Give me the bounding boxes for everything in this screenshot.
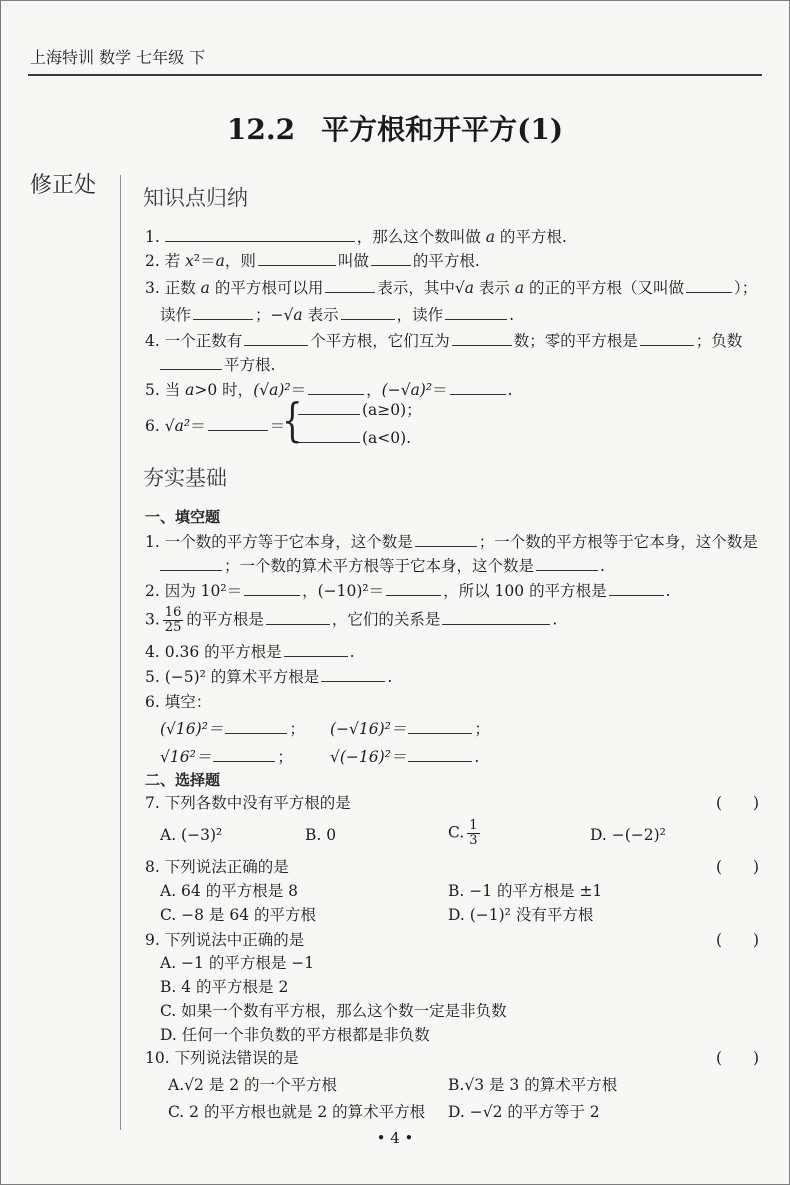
item-text: 个平方根，它们互为 (310, 332, 450, 350)
answer-blank (640, 332, 694, 346)
case-upper (298, 400, 422, 420)
choice-7-option-b: B. 0 (305, 826, 337, 844)
choice-7-option-c (448, 819, 483, 848)
item-text: ； (474, 720, 490, 738)
variable: a (215, 252, 225, 270)
item-text: 数；零的平方根是 (513, 332, 638, 350)
answer-blank (160, 557, 222, 571)
knowledge-item-3 (145, 278, 757, 298)
choice-9-option-c: C. 如果一个数有平方根，那么这个数一定是非负数 (160, 1002, 507, 1020)
running-header: 上海特训 数学 七年级 下 (30, 48, 206, 67)
variable: a (485, 228, 495, 246)
item-text: ＝ (290, 381, 307, 399)
answer-blank (244, 332, 308, 346)
item-text: ，它们的关系是 (331, 610, 441, 629)
item-text: ；一个数的算术平方根等于它本身，这个数是 (224, 557, 535, 575)
case-condition: (a<0). (362, 429, 412, 447)
item-text: ； (255, 306, 271, 324)
answer-blank (609, 582, 664, 596)
item-number: 1. (145, 228, 160, 246)
multiple-choice-heading: 二、选择题 (145, 771, 221, 789)
item-text: 的平方根. (412, 252, 480, 270)
choice-10-option-a: A.√2 是 2 的一个平方根 (168, 1076, 338, 1094)
item-text: . (387, 668, 393, 686)
fill-item-6-b (330, 719, 490, 739)
option-letter: C. (448, 823, 465, 842)
answer-parentheses: ( ) (716, 931, 760, 949)
math-expression: (√16)²＝ (160, 720, 224, 738)
item-text: 3. 正数 (145, 279, 201, 297)
choice-8-stem: 8. 下列说法正确的是 (145, 858, 289, 876)
case-condition: (a≥0)； (362, 401, 422, 419)
item-text: 4. 0.36 的平方根是 (145, 643, 282, 661)
choice-9-option-d: D. 任何一个非负数的平方根都是非负数 (160, 1026, 430, 1044)
variable: a (185, 381, 195, 399)
answer-blank (165, 228, 355, 242)
item-number: 3. (145, 610, 160, 629)
page-number: • 4 • (376, 1129, 414, 1147)
choice-8-option-d: D. (−1)² 没有平方根 (448, 906, 594, 924)
fill-item-3 (145, 606, 557, 635)
math-expression: √16²＝ (160, 748, 212, 766)
fill-item-6-c (160, 747, 293, 767)
item-text: ，所以 100 的平方根是 (443, 582, 607, 600)
answer-parentheses: ( ) (716, 1049, 760, 1067)
item-text: 的平方根可以用 (209, 279, 324, 297)
item-text: ＝ (432, 381, 448, 399)
item-text: ，(−10)²＝ (302, 582, 385, 600)
section-title: 平方根和开平方(1) (321, 113, 564, 146)
answer-blank (341, 306, 395, 320)
item-text: ；一个数的平方根等于它本身，这个数是 (478, 533, 758, 551)
choice-10-option-c: C. 2 的平方根也就是 2 的算术平方根 (168, 1103, 426, 1121)
item-text: 表示，其中 (377, 279, 455, 297)
item-text: . (349, 643, 355, 661)
fill-item-6-d (330, 747, 479, 767)
item-text: 5. 当 (145, 381, 186, 399)
choice-8-option-a: A. 64 的平方根是 8 (160, 882, 298, 900)
variable: a (200, 279, 210, 297)
item-text: ²＝ (193, 252, 216, 270)
answer-blank (298, 401, 360, 415)
item-text: 表示 (473, 279, 515, 297)
knowledge-item-3-cont (160, 305, 514, 325)
answer-blank (308, 381, 364, 395)
item-text: ，读作 (396, 306, 444, 324)
choice-7-stem: 7. 下列各数中没有平方根的是 (145, 794, 351, 812)
choice-10-option-d: D. −√2 的平方等于 2 (448, 1103, 600, 1121)
item-text: . (552, 610, 558, 629)
knowledge-item-2 (145, 251, 480, 271)
answer-blank (408, 748, 472, 762)
answer-blank (686, 279, 732, 293)
item-text: 叫做 (337, 252, 369, 270)
item-text: 的平方根是 (186, 610, 264, 629)
item-text: 的平方根. (494, 228, 567, 246)
answer-blank (445, 306, 507, 320)
knowledge-heading: 知识点归纳 (143, 186, 248, 210)
margin-divider (120, 175, 121, 1130)
fill-item-6-a (160, 719, 305, 739)
choice-8-option-b: B. −1 的平方根是 ±1 (448, 882, 603, 900)
math-expression: √a (454, 279, 474, 297)
answer-blank (266, 611, 330, 625)
knowledge-item-6 (145, 416, 285, 436)
knowledge-item-4 (145, 331, 742, 351)
section-number: 12.2 (226, 113, 296, 146)
case-brace: { (282, 393, 303, 447)
fill-item-1 (145, 532, 758, 552)
answer-blank (321, 668, 385, 682)
item-text: . (507, 381, 513, 399)
case-lower (298, 428, 411, 448)
item-text: 2. 因为 10²＝ (145, 582, 243, 600)
choice-10-option-b: B.√3 是 3 的算术平方根 (448, 1076, 618, 1094)
item-text: ＝ (190, 417, 206, 435)
variable: x (185, 252, 194, 270)
answer-blank (213, 748, 275, 762)
answer-blank (284, 643, 348, 657)
fraction-denominator: 25 (164, 620, 182, 635)
item-text: ，则 (224, 252, 256, 270)
fraction (163, 606, 184, 635)
choice-10-stem: 10. 下列说法错误的是 (145, 1049, 299, 1067)
answer-blank (208, 417, 268, 431)
answer-blank (442, 611, 550, 625)
answer-parentheses: ( ) (716, 794, 760, 812)
choice-7-option-a: A. (−3)² (160, 826, 223, 844)
answer-blank (386, 582, 441, 596)
choice-7-option-d: D. −(−2)² (590, 826, 666, 844)
knowledge-item-1 (145, 227, 567, 247)
answer-parentheses: ( ) (716, 858, 760, 876)
math-expression: (−√16)²＝ (330, 720, 407, 738)
choice-9-option-b: B. 4 的平方根是 2 (160, 978, 289, 996)
fraction-numerator: 16 (164, 605, 182, 620)
fill-item-4 (145, 642, 355, 662)
page-title (0, 112, 790, 148)
knowledge-item-4-cont (160, 355, 275, 375)
fraction-numerator: 1 (469, 818, 478, 833)
math-expression: (√a)² (253, 381, 291, 399)
knowledge-item-5 (145, 380, 513, 400)
answer-blank (415, 533, 477, 547)
variable: a (514, 279, 525, 297)
item-text: 的正的平方根（又叫做 (524, 279, 685, 297)
answer-blank (244, 582, 300, 596)
answer-blank (225, 720, 287, 734)
choice-8-option-c: C. −8 是 64 的平方根 (160, 906, 317, 924)
answer-blank (298, 429, 360, 443)
math-expression: (−√a)² (381, 381, 433, 399)
item-text: ，那么这个数叫做 (356, 228, 486, 246)
basics-heading: 夯实基础 (143, 466, 227, 490)
answer-blank (371, 252, 411, 266)
item-text: 4. 一个正数有 (145, 332, 243, 350)
fill-item-2 (145, 581, 671, 601)
item-text: ， (366, 381, 382, 399)
choice-9-option-a: A. −1 的平方根是 −1 (160, 954, 315, 972)
answer-blank (452, 332, 512, 346)
item-text: . (509, 306, 515, 324)
item-text: 表示 (302, 306, 339, 324)
fraction-denominator: 3 (469, 833, 478, 848)
fraction (467, 819, 479, 848)
correction-margin-label: 修正处 (30, 173, 97, 198)
item-text: 6. (145, 417, 165, 435)
item-text: ＝ (269, 417, 286, 435)
answer-blank (160, 356, 222, 370)
item-text: 2. 若 (145, 252, 186, 270)
item-text: >0 时， (194, 381, 254, 399)
fill-item-1-cont (160, 556, 605, 576)
math-expression: √a² (164, 417, 191, 435)
answer-blank (258, 252, 336, 266)
item-text: 5. (−5)² 的算术平方根是 (145, 668, 320, 686)
item-text: ； (277, 748, 293, 766)
item-text: 平方根. (224, 356, 276, 374)
item-text: 读作 (160, 306, 192, 324)
item-text: . (600, 557, 605, 575)
fill-item-6: 6. 填空： (145, 693, 212, 711)
answer-blank (536, 557, 598, 571)
item-text: . (474, 748, 480, 766)
answer-blank (408, 720, 472, 734)
fill-in-heading: 一、填空题 (145, 508, 221, 526)
math-expression: √(−16)²＝ (330, 748, 407, 766)
answer-blank (193, 306, 253, 320)
item-text: ）； (734, 279, 758, 297)
item-text: ；负数 (695, 332, 743, 350)
header-rule (28, 74, 762, 76)
answer-blank (450, 381, 506, 395)
answer-blank (325, 279, 375, 293)
choice-9-stem: 9. 下列说法中正确的是 (145, 931, 305, 949)
math-expression: −√a (270, 306, 303, 324)
item-text: ； (289, 720, 305, 738)
item-text: 1. 一个数的平方等于它本身，这个数是 (145, 533, 413, 551)
item-text: . (665, 582, 671, 600)
fill-item-5 (145, 667, 392, 687)
